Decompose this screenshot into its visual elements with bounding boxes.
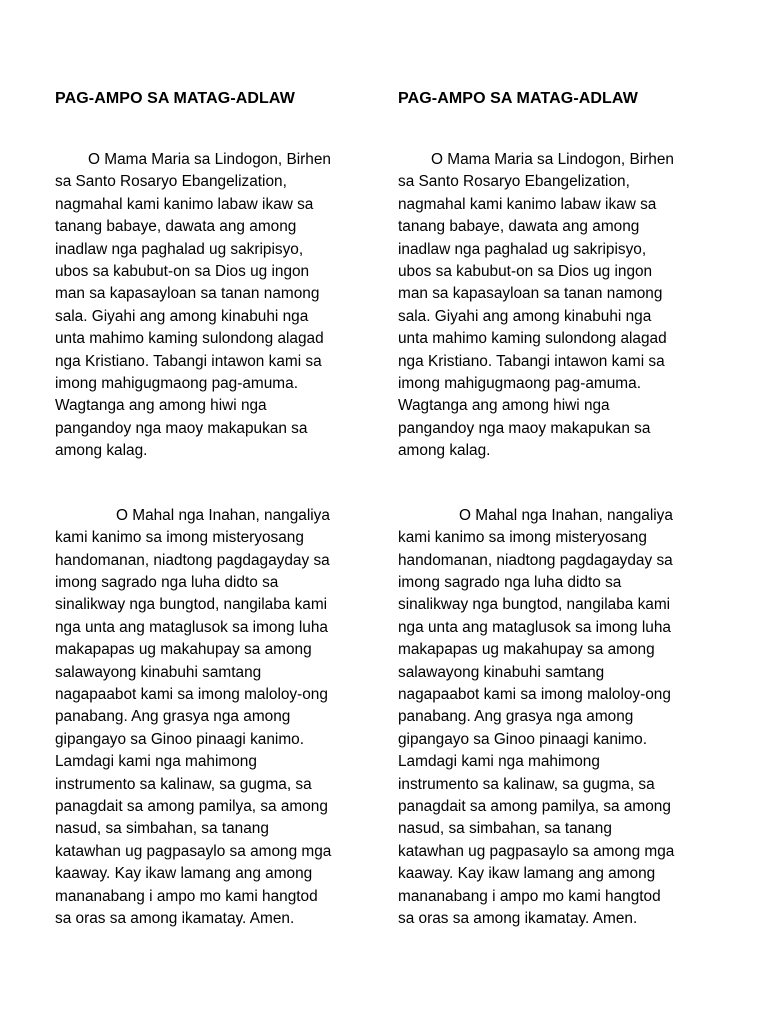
prayer-paragraph-1 [398,149,698,463]
text-line: imong mahigugmaong pag-amuma. [398,375,641,393]
text-line: handomanan, niadtong pagdagayday sa [398,551,673,569]
text-line: nagapaabot kami sa imong maloloy-ong [398,685,671,703]
text-line: sinalikway nga bungtod, nangilaba kami [55,596,328,614]
text-line: kaaway. Kay ikaw lamang ang among [398,865,656,883]
text-line: tanang babaye, dawata ang among [398,218,640,236]
text-line: sa oras sa among ikamatay. Amen. [398,910,638,927]
text-line: nagmahal kami kanimo labaw ikaw sa [55,195,314,213]
text-line: makapapas ug makahupay sa among [398,641,655,659]
text-line: nagmahal kami kanimo labaw ikaw sa [398,195,657,213]
text-line: sala. Giyahi ang among kinabuhi nga [55,307,309,325]
text-line: tanang babaye, dawata ang among [55,218,297,236]
prayer-column-right [398,88,698,930]
text-line: man sa kapasayloan sa tanan namong [55,285,320,303]
text-line: instrumento sa kalinaw, sa gugma, sa [398,775,655,793]
text-line: sa oras sa among ikamatay. Amen. [55,910,295,927]
text-line: panabang. Ang grasya nga among [398,708,634,726]
prayer-title: PAG-AMPO SA MATAG-ADLAW [398,90,638,107]
text-line: O Mama Maria sa Lindogon, Birhen [88,151,331,168]
text-line: kami kanimo sa imong misteryosang [398,529,647,547]
text-line: handomanan, niadtong pagdagayday sa [55,551,330,569]
prayer-paragraph-2 [55,505,355,931]
text-line: mananabang i ampo mo kami hangtod [398,887,661,905]
text-line: man sa kapasayloan sa tanan namong [398,285,663,303]
prayer-title: PAG-AMPO SA MATAG-ADLAW [55,90,295,107]
text-line: nga unta ang mataglusok sa imong luha [55,618,328,636]
text-line: sinalikway nga bungtod, nangilaba kami [398,596,671,614]
text-line: panagdait sa among pamilya, sa among [55,797,328,815]
text-line: salawayong kinabuhi samtang [55,663,262,681]
prayer-column-left [55,88,355,930]
text-line: instrumento sa kalinaw, sa gugma, sa [55,775,312,793]
text-line: pangandoy nga maoy makapukan sa [398,419,651,437]
text-line: imong mahigugmaong pag-amuma. [55,375,298,393]
text-line: katawhan ug pagpasaylo sa among mga [55,842,332,860]
text-line: unta mahimo kaming sulondong alagad [398,330,667,348]
text-line: imong sagrado nga luha didto sa [398,573,622,591]
text-line: kaaway. Kay ikaw lamang ang among [55,865,313,883]
text-line: panabang. Ang grasya nga among [55,708,291,726]
text-line: O Mama Maria sa Lindogon, Birhen [431,151,674,168]
text-line: salawayong kinabuhi samtang [398,663,605,681]
text-line: Wagtanga ang among hiwi nga [398,397,610,415]
text-line: gipangayo sa Ginoo pinaagi kanimo. [398,730,647,748]
text-line: imong sagrado nga luha didto sa [55,573,279,591]
text-line: mananabang i ampo mo kami hangtod [55,887,318,905]
prayer-paragraph-2 [398,505,698,931]
text-line: nagapaabot kami sa imong maloloy-ong [55,685,328,703]
text-line: ubos sa kabubut-on sa Dios ug ingon [55,263,310,281]
prayer-paragraph-1 [55,149,355,463]
text-line: nga Kristiano. Tabangi intawon kami sa [55,352,322,370]
text-line: Lamdagi kami nga mahimong [55,753,257,771]
text-line: makapapas ug makahupay sa among [55,641,312,659]
text-line: nasud, sa simbahan, sa tanang [55,820,269,838]
text-line: kami kanimo sa imong misteryosang [55,529,304,547]
text-line: sa Santo Rosaryo Ebangelization, [55,173,287,191]
text-line: inadlaw nga paghalad ug sakripisyo, [398,240,647,258]
text-line: unta mahimo kaming sulondong alagad [55,330,324,348]
text-line: among kalag. [398,442,491,460]
text-line: ubos sa kabubut-on sa Dios ug ingon [398,263,653,281]
text-line: nasud, sa simbahan, sa tanang [398,820,612,838]
text-line: sa Santo Rosaryo Ebangelization, [398,173,630,191]
text-line: O Mahal nga Inahan, nangaliya [459,506,673,524]
text-line: among kalag. [55,442,148,460]
text-line: inadlaw nga paghalad ug sakripisyo, [55,240,304,258]
text-line: nga unta ang mataglusok sa imong luha [398,618,671,636]
text-line: panagdait sa among pamilya, sa among [398,797,671,815]
text-line: O Mahal nga Inahan, nangaliya [116,506,330,524]
text-line: Lamdagi kami nga mahimong [398,753,600,771]
text-line: Wagtanga ang among hiwi nga [55,397,267,415]
text-line: gipangayo sa Ginoo pinaagi kanimo. [55,730,304,748]
text-line: katawhan ug pagpasaylo sa among mga [398,842,675,860]
text-line: pangandoy nga maoy makapukan sa [55,419,308,437]
text-line: sala. Giyahi ang among kinabuhi nga [398,307,652,325]
text-line: nga Kristiano. Tabangi intawon kami sa [398,352,665,370]
